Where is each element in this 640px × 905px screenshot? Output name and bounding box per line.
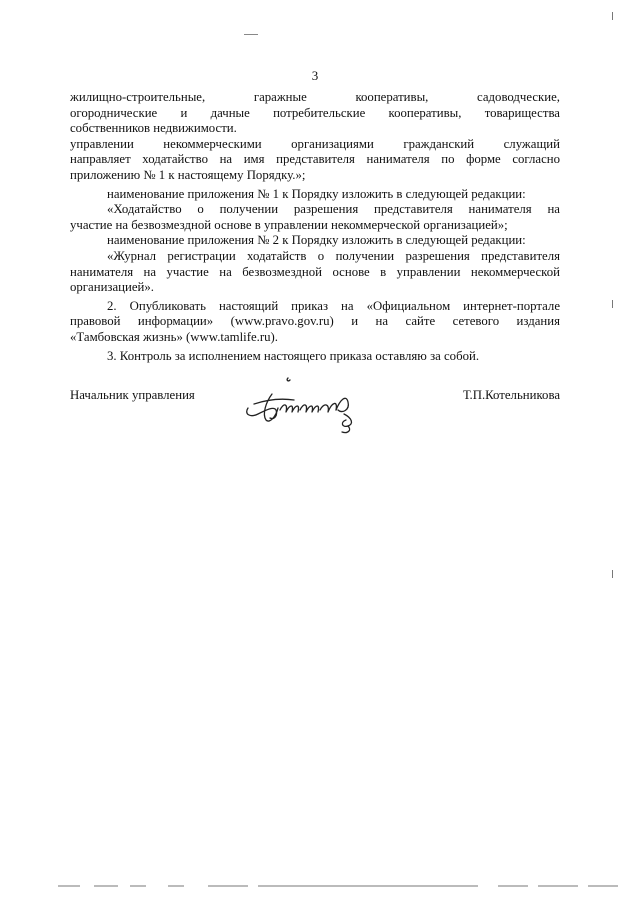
- handwritten-signature: [236, 374, 386, 436]
- text-line: наименование приложения № 1 к Порядку изложить в следующей редакции:: [107, 186, 526, 201]
- scan-mark: [612, 570, 613, 578]
- text-line: 3. Контроль за исполнением настоящего приказа оставляю за собой.: [107, 348, 480, 363]
- text-line: наименование приложения № 2 к Порядку изложить в следующей редакции:: [107, 233, 526, 248]
- text-line: управлении некоммерческими организациями гражданский служащий: [70, 136, 560, 151]
- text-line: «Журнал регистрации ходатайств о получении разрешения представителя: [107, 248, 560, 263]
- text-line: участие на безвозмездной основе в управлении некоммерческой организацией»;: [70, 217, 508, 232]
- signatory-name: Т.П.Котельникова: [462, 388, 560, 402]
- scan-mark: [612, 300, 613, 308]
- text-line: организацией».: [70, 280, 154, 295]
- signatory-position: Начальник управления: [70, 388, 195, 402]
- scan-mark: [244, 34, 258, 35]
- footer-scan-line: [58, 885, 618, 887]
- document-body: [70, 90, 560, 364]
- text-line: нанимателя на участие на безвозмездной основе в управлении некоммерческой: [70, 264, 560, 279]
- text-line: направляет ходатайство на имя представителя нанимателя по форме согласно: [70, 152, 560, 167]
- text-line: приложению № 1 к настоящему Порядку.»;: [70, 167, 306, 182]
- text-line: «Ходатайство о получении разрешения представителя нанимателя на: [107, 202, 560, 217]
- scan-mark: [612, 12, 613, 20]
- text-line: 2. Опубликовать настоящий приказ на «Официальном интернет-портале: [107, 298, 560, 313]
- text-line: правовой информации» (www.pravo.gov.ru) и на сайте сетевого издания: [70, 314, 560, 329]
- text-line: «Тамбовская жизнь» (www.tamlife.ru).: [70, 329, 278, 344]
- text-line: собственников недвижимости.: [70, 121, 237, 136]
- signature-block: [70, 388, 560, 448]
- text-line: жилищно-строительные, гаражные кооперативы, садоводческие,: [70, 90, 560, 104]
- text-line: огороднические и дачные потребительские кооперативы, товарищества: [70, 105, 560, 120]
- page-number: 3: [311, 68, 319, 83]
